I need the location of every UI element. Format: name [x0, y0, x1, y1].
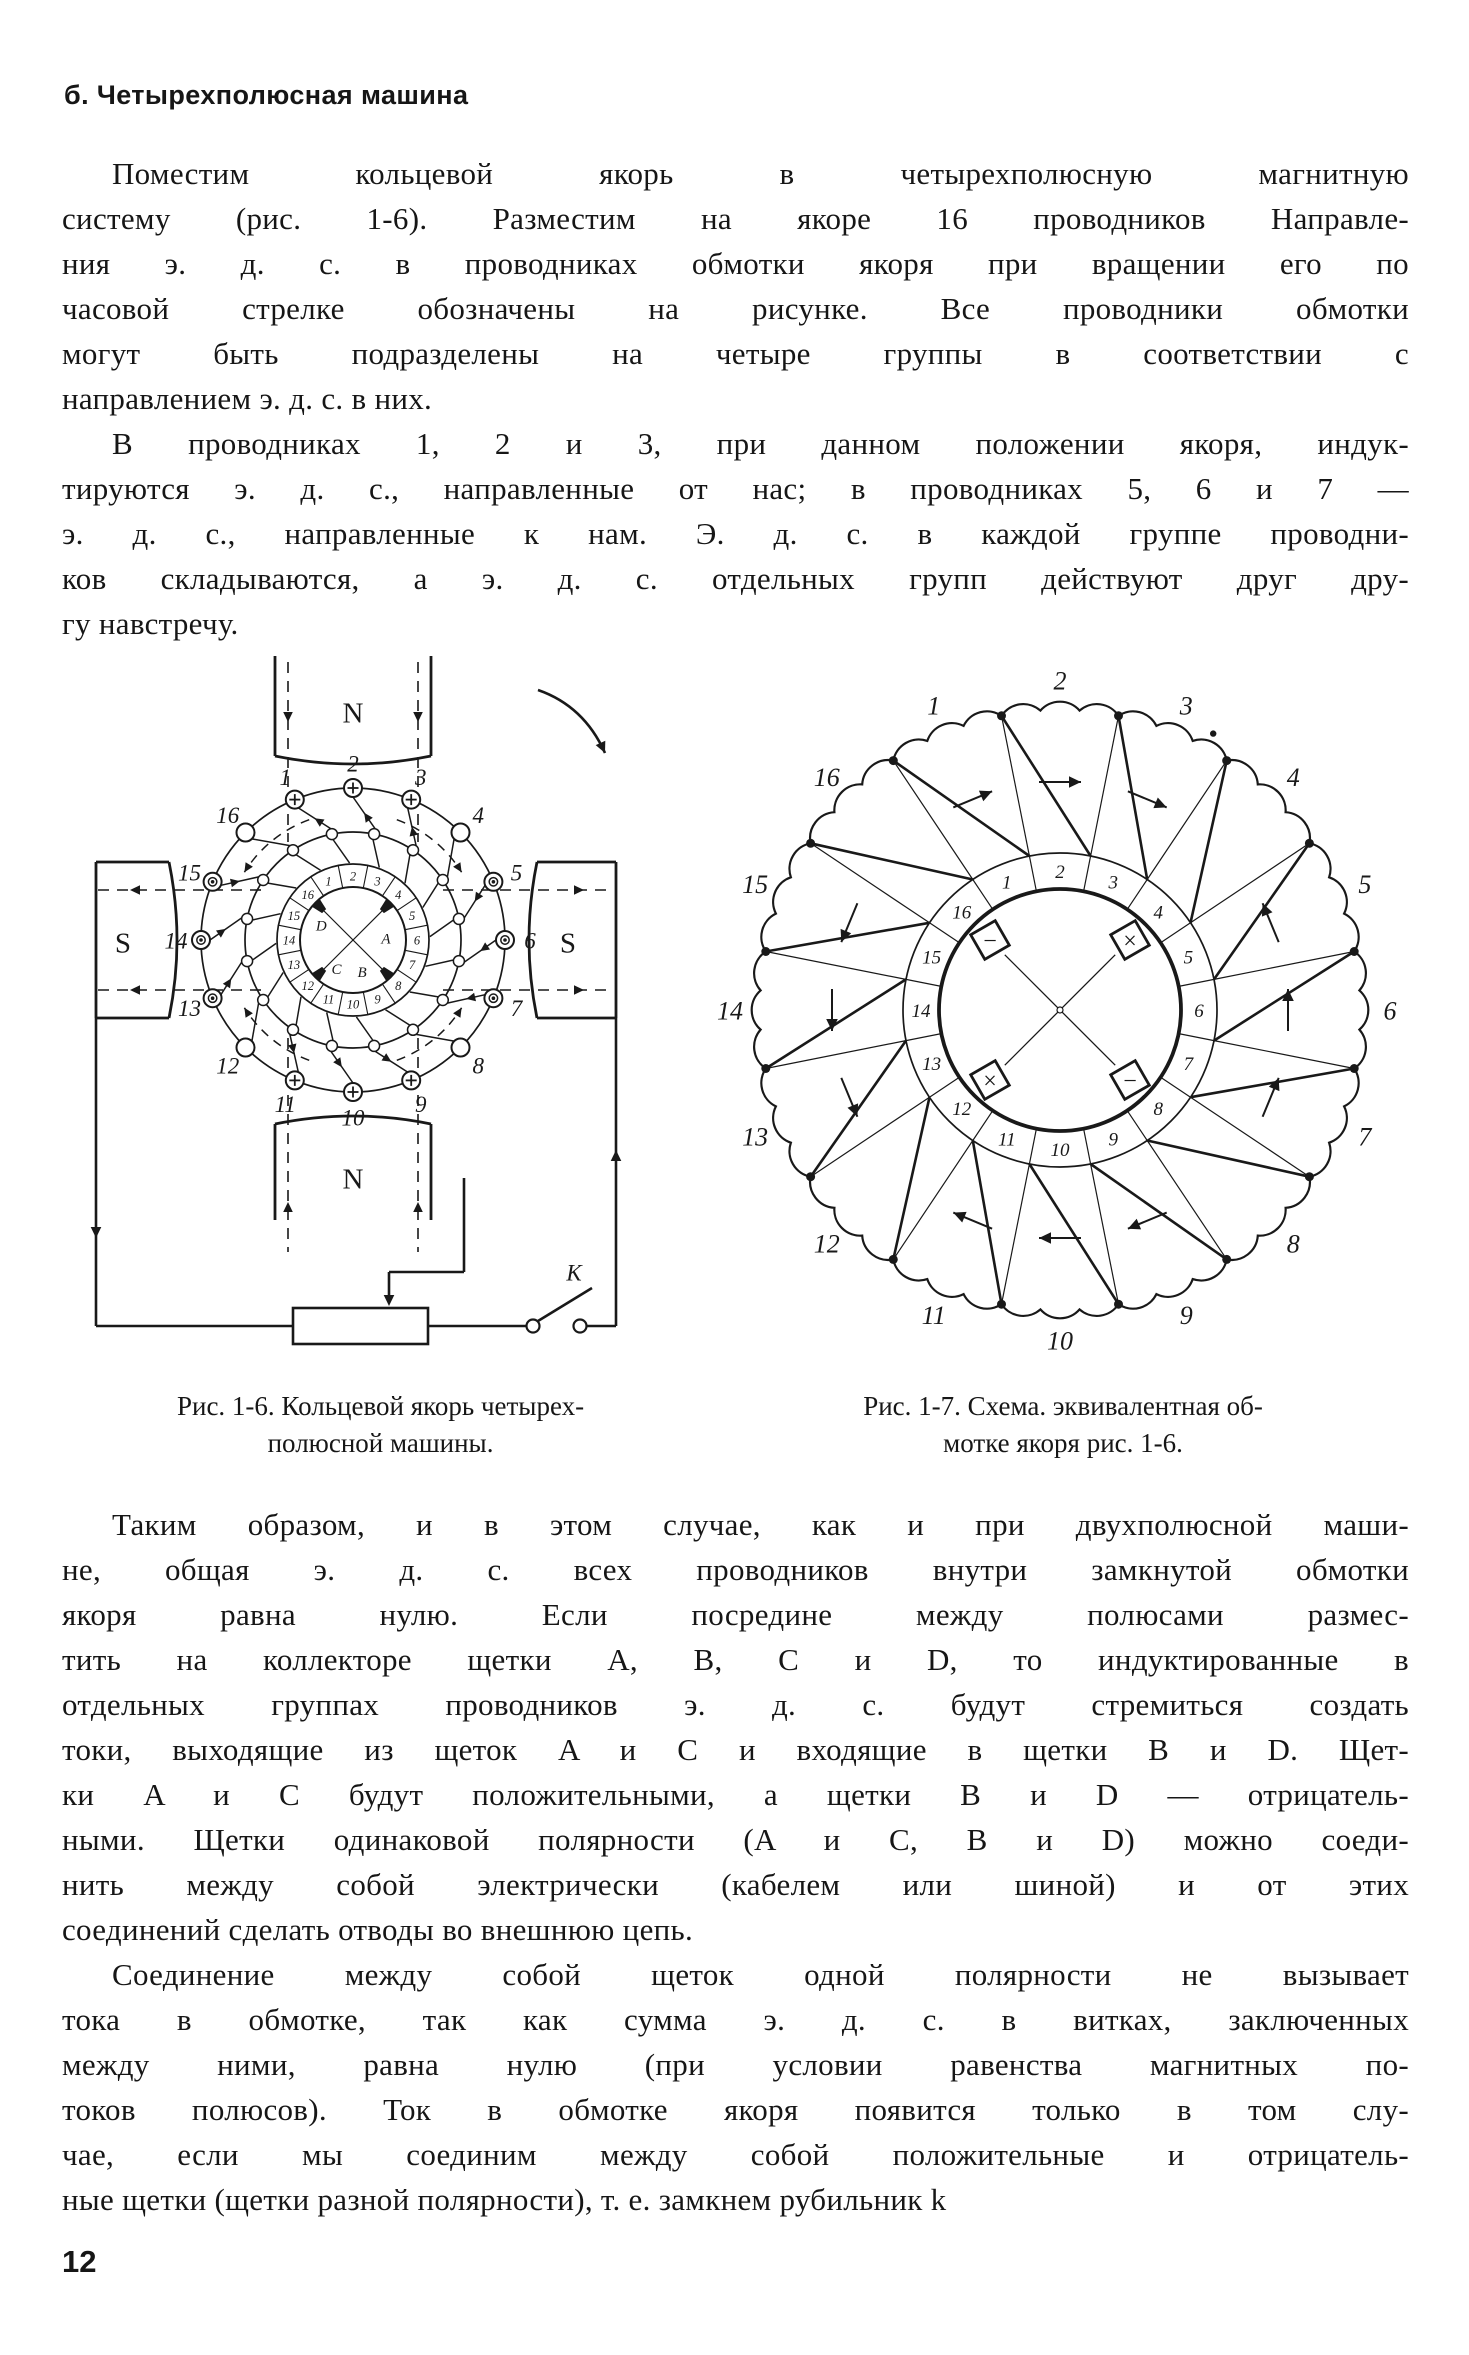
winding-line	[296, 855, 320, 870]
text-line: ков складываются, а э. д. с. отдельных групп действуют друг дру-	[62, 561, 1409, 596]
caption-line: полюсной машины.	[267, 1428, 494, 1458]
commutator-segment-number: 9	[1108, 1129, 1118, 1151]
inner-winding-node	[453, 913, 464, 924]
coil-side-thick	[893, 761, 1029, 856]
figure-1-7-caption	[717, 1388, 1409, 1462]
inner-winding-node	[242, 956, 253, 967]
coil-side-thin	[811, 843, 930, 923]
text-line: Соединение между собой щеток одной полярности не вызывает	[112, 1957, 1409, 1992]
winding-line	[252, 1003, 259, 1041]
winding-line	[423, 883, 438, 907]
inner-winding-node	[437, 875, 448, 886]
commutator-segment-number: 6	[413, 933, 421, 948]
commutator-segment-number: 10	[1050, 1139, 1070, 1161]
coil-scallop	[893, 711, 1001, 760]
coil-number: 4	[1286, 763, 1300, 792]
coil-number: 3	[1179, 691, 1193, 721]
conductor-number: 7	[510, 996, 523, 1021]
winding-line	[210, 918, 242, 940]
commutator-segment-number: 9	[374, 992, 381, 1007]
commutator-segment-number: 15	[922, 947, 942, 969]
coil-side-thin	[893, 1141, 973, 1260]
page-number: 12	[62, 2244, 97, 2279]
coil-side-thin	[811, 1097, 930, 1177]
commutator-segment-number: 13	[922, 1054, 942, 1075]
conductor-number: 12	[216, 1053, 240, 1079]
coil-junction-dot	[806, 1172, 815, 1181]
brush-label-c: C	[331, 962, 342, 978]
text-line: Поместим кольцевой якорь в четырехполюсную магнитную	[112, 156, 1409, 191]
coil-scallop	[752, 952, 766, 1069]
commutator-segment-number: 3	[1108, 872, 1118, 894]
paragraph-2	[62, 421, 1409, 646]
commutator-segment-number: 13	[287, 958, 301, 972]
caption-row	[62, 1388, 1409, 1462]
winding-line	[268, 973, 283, 997]
text-line: токи, выходящие из щеток A и C и входящие в щетки B и D. Щет-	[62, 1732, 1409, 1767]
commutator-segment-number: 16	[952, 902, 972, 924]
coil-junction-dot	[1114, 711, 1123, 720]
text-line: могут быть подразделены на четыре группы в соответствии с	[62, 336, 1409, 371]
coil-junction-dot	[1305, 839, 1314, 848]
winding-line	[290, 1034, 298, 1072]
pole-label-n-top: N	[342, 697, 364, 730]
paragraph-3	[62, 1502, 1409, 1952]
inner-winding-node	[288, 845, 299, 856]
coil-number: 10	[1047, 1326, 1073, 1356]
coil-number: 15	[742, 870, 769, 900]
winding-line	[375, 1051, 408, 1072]
winding-line	[405, 855, 410, 883]
text-line: не, общая э. д. с. всех проводников внутри замкнутой обмотки	[62, 1552, 1409, 1587]
conductor-number: 2	[347, 751, 359, 777]
coil-junction-dot	[1222, 756, 1231, 765]
winding-line	[268, 883, 296, 888]
coil-junction-dot	[1222, 1255, 1231, 1264]
coil-side-thick	[1147, 1141, 1309, 1177]
paragraph-4	[62, 1952, 1409, 2222]
coil-number: 5	[1358, 870, 1372, 900]
winding-line	[296, 997, 301, 1025]
text-line: э. д. с., направленные к нам. Э. д. с. в каждой группе проводни-	[62, 516, 1409, 551]
conductor-number: 3	[414, 764, 427, 790]
winding-line	[327, 1012, 333, 1040]
text-line: систему (рис. 1-6). Разместим на якоре 16 проводников Направле-	[62, 201, 1409, 236]
brush-label-a: A	[381, 931, 391, 948]
switch-lever	[538, 1288, 592, 1321]
winding-line	[464, 940, 496, 962]
commutator-segment-number: 11	[998, 1129, 1016, 1151]
rotation-arrow	[538, 690, 605, 753]
coil-number: 6	[1383, 996, 1397, 1026]
commutator-segment-number: 1	[1002, 872, 1012, 894]
commutator-segment-number: 3	[374, 874, 381, 889]
coil-number: 12	[813, 1229, 840, 1259]
coil-side-thin	[1002, 1164, 1030, 1304]
switch-label: К	[566, 1260, 582, 1286]
inner-winding-node	[258, 875, 269, 886]
coil-scallop	[1309, 1069, 1358, 1177]
coil-junction-dot	[889, 756, 898, 765]
coil-junction-dot	[761, 947, 770, 956]
commutator-segment-number: 11	[322, 992, 335, 1007]
inner-winding-node	[258, 995, 269, 1006]
coil-number: 9	[1179, 1301, 1193, 1331]
coil-junction-dot	[1114, 1300, 1123, 1309]
commutator-segment-number: 4	[1153, 902, 1164, 924]
commutator-segment-number: 16	[301, 888, 314, 903]
caption-line: Рис. 1-6. Кольцевой якорь четырех-	[176, 1391, 585, 1421]
coil-junction-dot	[1350, 1064, 1359, 1073]
conductor-8	[452, 1039, 470, 1057]
print-dot	[1210, 730, 1216, 736]
winding-line	[333, 840, 350, 864]
winding-line	[331, 1051, 353, 1083]
brush-polarity-symbol: ×	[1123, 928, 1137, 955]
coil-number: 11	[921, 1301, 946, 1331]
text-line: токов полюсов). Ток в обмотке якоря появится только в том слу-	[62, 2092, 1409, 2127]
coil-number: 14	[717, 996, 743, 1026]
commutator-segment-number: 8	[1153, 1099, 1164, 1121]
commutator-segment-number: 2	[1055, 861, 1065, 883]
winding-line	[447, 839, 454, 877]
text-line: ки A и C будут положительными, а щетки B и D — отрицатель-	[62, 1777, 1409, 1812]
coil-scallop	[761, 843, 810, 951]
coil-number: 8	[1286, 1229, 1300, 1259]
commutator-segment-number: 6	[1194, 1000, 1204, 1022]
section-heading: б. Четырехполюсная машина	[64, 80, 469, 110]
commutator-segment-number: 2	[349, 869, 357, 884]
figure-row	[62, 650, 1409, 1380]
commutator-segment-number: 7	[1183, 1054, 1194, 1075]
text-line: якоря равна нулю. Если посредине между полюсами размес-	[62, 1597, 1409, 1632]
brush-polarity-symbol: ×	[983, 1068, 997, 1095]
conductor-number: 1	[279, 764, 292, 790]
commutator-segment-number: 15	[287, 909, 301, 923]
coil-number: 2	[1053, 666, 1067, 696]
conductor-number: 14	[164, 928, 188, 954]
conductor-number: 16	[216, 803, 240, 829]
inner-winding-node	[437, 995, 448, 1006]
winding-line	[373, 840, 379, 868]
coil-side-thin	[1191, 1097, 1310, 1177]
brush-label-d: D	[315, 918, 327, 935]
coil-scallop	[1002, 1304, 1119, 1318]
conductor-4	[452, 824, 470, 842]
brush-polarity-symbol: −	[983, 928, 997, 955]
text-line: Таким образом, и в этом случае, как и при двухполюсной маши-	[112, 1507, 1409, 1542]
inner-winding-node	[288, 1024, 299, 1035]
coil-side-thin	[766, 952, 906, 980]
winding-line	[356, 1017, 373, 1041]
figure-1-6-ring-armature-diagram	[68, 650, 708, 1370]
coil-junction-dot	[997, 1300, 1006, 1309]
text-line: ные щетки (щетки разной полярности), т. е. замкнем рубильник k	[62, 2182, 947, 2217]
winding-line	[353, 797, 375, 829]
conductor-number: 15	[178, 860, 201, 886]
commutator-segment-number: 4	[395, 888, 402, 903]
conductor-number: 13	[178, 996, 201, 1021]
coil-side-thin	[1147, 1141, 1227, 1260]
coil-junction-dot	[997, 711, 1006, 720]
text-line: гу навстречу.	[62, 606, 239, 641]
brush-label-b: B	[357, 965, 367, 982]
commutator-segment-number: 1	[325, 874, 332, 889]
coil-side-thick	[1214, 843, 1309, 979]
conductor-number: 4	[472, 803, 484, 829]
pole-label-n-bottom: N	[342, 1163, 364, 1196]
coil-side-thick	[811, 1041, 906, 1177]
commutator-segment-number: 7	[408, 958, 416, 972]
coil-junction-dot	[1305, 1172, 1314, 1181]
pole-label-s-right: S	[559, 927, 577, 960]
load-resistor	[293, 1308, 428, 1344]
coil-side-thin	[1147, 761, 1227, 880]
coil-number: 1	[927, 691, 941, 721]
coil-junction-dot	[806, 839, 815, 848]
commutator-segment-number: 5	[1183, 947, 1194, 969]
winding-line	[253, 914, 281, 920]
winding-line	[298, 808, 331, 829]
coil-side-thick	[1091, 1164, 1227, 1259]
text-line: ния э. д. с. в проводниках обмотки якоря при вращении его по	[62, 246, 1409, 281]
coil-scallop	[1119, 1259, 1227, 1308]
commutator-segment-number: 14	[911, 1000, 931, 1022]
caption-line: мотке якоря рис. 1-6.	[943, 1428, 1183, 1458]
inner-winding-node	[242, 913, 253, 924]
winding-line	[410, 992, 438, 997]
text-line: В проводниках 1, 2 и 3, при данном положении якоря, индук-	[112, 426, 1409, 461]
text-line: ными. Щетки одинаковой полярности (A и C, B и D) можно соеди-	[62, 1822, 1409, 1857]
coil-side-thick	[1191, 761, 1227, 923]
commutator-segment-number: 12	[301, 978, 314, 993]
winding-line	[408, 808, 416, 846]
text-line: часовой стрелке обозначены на рисунке. Все проводники обмотки	[62, 291, 1409, 326]
inner-winding-node	[326, 829, 337, 840]
coil-junction-dot	[761, 1064, 770, 1073]
text-line: между ними, равна нулю (при условии равенства магнитных по-	[62, 2047, 1409, 2082]
inner-winding-node	[408, 845, 419, 856]
winding-line	[430, 920, 454, 937]
coil-scallop	[761, 1069, 810, 1177]
commutator-segment-number: 8	[395, 978, 402, 993]
commutator-segment-number: 12	[952, 1099, 972, 1121]
center-loop	[1057, 1007, 1063, 1013]
coil-side-thick	[811, 843, 973, 879]
coil-scallop	[1309, 843, 1358, 951]
coil-scallop	[1002, 702, 1119, 716]
pole-label-s-left: S	[114, 927, 132, 960]
winding-line	[416, 1034, 454, 1041]
text-line: нить между собой электрически (кабелем или шиной) и от этих	[62, 1867, 1409, 1902]
switch-terminal	[527, 1320, 540, 1333]
commutator-segment-number: 10	[346, 997, 360, 1012]
coil-junction-dot	[1350, 947, 1359, 956]
text-line: направлением э. д. с. в них.	[62, 381, 433, 416]
coil-number: 16	[813, 763, 840, 792]
paragraph-1	[62, 151, 1409, 421]
coil-junction-dot	[889, 1255, 898, 1264]
winding-line	[252, 839, 290, 846]
text-line: отдельных группах проводников э. д. с. будут стремиться создать	[62, 1687, 1409, 1722]
inner-winding-node	[369, 1040, 380, 1051]
coil-side-thin	[1091, 716, 1119, 856]
inner-winding-node	[408, 1024, 419, 1035]
coil-scallop	[1119, 711, 1227, 760]
coil-scallop	[1354, 952, 1368, 1069]
coil-side-thick	[893, 1097, 929, 1259]
inner-winding-node	[453, 956, 464, 967]
figure-1-7-equivalent-winding-diagram	[710, 650, 1410, 1370]
text-line: тируются э. д. с., направленные от нас; в проводниках 5, 6 и 7 —	[62, 471, 1409, 506]
winding-line	[425, 960, 453, 966]
caption-line: Рис. 1-7. Схема. эквивалентная об-	[863, 1391, 1263, 1421]
switch-terminal	[574, 1320, 587, 1333]
commutator-segment-number: 5	[408, 909, 416, 923]
text-line: соединений сделать отводы во внешнюю цепь.	[62, 1912, 694, 1947]
text-line: чае, если мы соединим между собой положительные и отрицатель-	[62, 2137, 1409, 2172]
conductor-number: 9	[414, 1091, 427, 1117]
coil-number: 7	[1358, 1122, 1372, 1152]
conductor-number: 10	[341, 1105, 365, 1131]
conductor-number: 11	[274, 1091, 296, 1117]
coil-side-thin	[893, 761, 973, 880]
coil-number: 13	[742, 1122, 769, 1152]
commutator-segment-number: 14	[282, 933, 296, 948]
winding-line	[253, 943, 277, 960]
text-line: тока в обмотке, так как сумма э. д. с. в витках, заключенных	[62, 2002, 1409, 2037]
coil-side-thin	[1191, 843, 1310, 923]
coil-scallop	[893, 1259, 1001, 1308]
conductor-number: 8	[472, 1053, 484, 1079]
figure-1-6-caption	[84, 1388, 677, 1462]
winding-line	[386, 1010, 410, 1025]
text-line: тить на коллекторе щетки A, B, C и D, то индуктированные в	[62, 1642, 1409, 1677]
brush-polarity-symbol: −	[1123, 1068, 1137, 1095]
inner-winding-node	[326, 1040, 337, 1051]
conductor-number: 6	[524, 928, 536, 954]
conductor-number: 5	[510, 860, 523, 886]
inner-winding-node	[369, 829, 380, 840]
coil-side-thin	[1214, 1041, 1354, 1069]
